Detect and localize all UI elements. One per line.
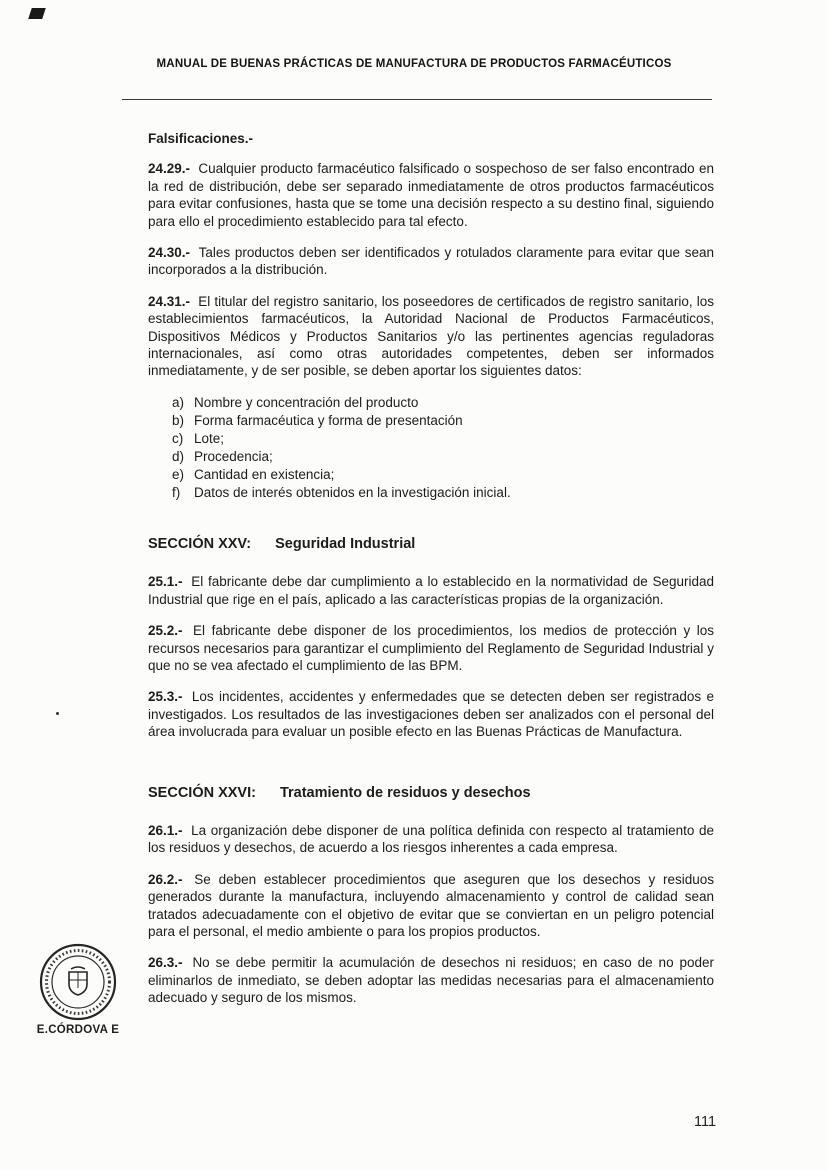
list-marker: a) xyxy=(172,394,185,410)
paragraph-26-2 xyxy=(148,871,714,941)
header-divider xyxy=(122,99,712,100)
list-item xyxy=(172,412,714,430)
scan-speck xyxy=(56,712,59,715)
paragraph-24-29 xyxy=(148,160,714,230)
paragraph-text: Se deben establecer procedimientos que aseguren que los desechos y residuos generados durante la manufactura, incluyendo almacenamiento y control de calidad sean tratados adecuadamente con el objetivo de evitar que se conviertan en un peligro potencial para el personal, el medio ambiente o para los propios productos. xyxy=(148,871,714,939)
list-item-text: Datos de interés obtenidos en la investigación inicial. xyxy=(194,484,511,500)
paragraph-25-3 xyxy=(148,688,714,740)
paragraph-number: 26.3.- xyxy=(148,955,183,971)
official-seal-icon xyxy=(38,942,118,1022)
section-title: Seguridad Industrial xyxy=(275,535,416,552)
list-item-text: Cantidad en existencia; xyxy=(194,466,335,482)
paragraph-26-1 xyxy=(148,822,714,857)
list-item xyxy=(172,484,714,502)
paragraph-number: 25.2.- xyxy=(148,623,183,639)
paragraph-text: Cualquier producto farmacéutico falsificado o sospechoso de ser falso encontrado en la red de distribución, debe ser separado inmediatamente de otros productos farmacéuticos para evitar confusiones, hasta que se tome una decisión respecto a su destino final, siguiendo para ello el procedimiento establecido para tal efecto. xyxy=(148,161,714,229)
paragraph-25-2 xyxy=(148,622,714,674)
list-item-text: Forma farmacéutica y forma de presentación xyxy=(194,412,463,428)
paragraph-number: 26.2.- xyxy=(148,871,183,887)
document-body xyxy=(148,130,714,1021)
scan-artifact xyxy=(28,8,46,19)
section-xxv-heading xyxy=(148,536,714,553)
document-header-title: MANUAL DE BUENAS PRÁCTICAS DE MANUFACTURA DE PRODUCTOS FARMACÉUTICOS xyxy=(156,58,672,70)
list-item xyxy=(172,466,714,484)
list-marker: d) xyxy=(172,448,185,464)
paragraph-number: 24.29.- xyxy=(148,161,191,177)
paragraph-25-1 xyxy=(148,573,714,608)
stamp-signer-name: E.CÓRDOVA E xyxy=(36,1024,120,1036)
paragraph-text: El titular del registro sanitario, los poseedores de certificados de registro sanitario, los establecimientos farmacéuticos, la Autoridad Nacional de Productos Farmacéuticos, Dispositivos Médicos y Productos Sanitarios y/o las pertinentes agencias reguladoras internacionales, así como otras autoridades competentes, deben ser informados inmediatamente, y de ser posible, se deben aportar los siguientes datos: xyxy=(148,293,714,379)
list-item xyxy=(172,448,714,466)
paragraph-text: Los incidentes, accidentes y enfermedades que se detecten deben ser registrados e investigados. Los resultados de las investigaciones deben ser analizados con el personal del área involucrada para evaluar un posible efecto en las Buenas Prácticas de Manufactura. xyxy=(148,689,714,740)
list-item xyxy=(172,394,714,412)
paragraph-text: No se debe permitir la acumulación de desechos ni residuos; en caso de no poder eliminarlos de inmediato, se deben adoptar las medidas necesarias para el almacenamiento adecuado y seguro de los mismos. xyxy=(148,955,714,1006)
list-item-text: Lote; xyxy=(194,430,225,446)
paragraph-number: 25.3.- xyxy=(148,689,183,705)
list-marker: b) xyxy=(172,412,185,428)
list-item-text: Nombre y concentración del producto xyxy=(194,394,419,410)
page-number: 111 xyxy=(694,1114,717,1130)
paragraph-26-3 xyxy=(148,954,714,1006)
paragraph-text: La organización debe disponer de una política definida con respecto al tratamiento de los residuos y desechos, de acuerdo a los riesgos inherentes a cada empresa. xyxy=(148,822,714,856)
list-marker: e) xyxy=(172,466,185,482)
paragraph-24-31 xyxy=(148,293,714,380)
paragraph-text: El fabricante debe dar cumplimiento a lo establecido en la normatividad de Seguridad Industrial que rige en el país, aplicado a las características propias de la organización. xyxy=(148,574,714,607)
paragraph-number: 24.30.- xyxy=(148,245,191,261)
paragraph-number: 25.1.- xyxy=(148,574,183,590)
official-stamp xyxy=(26,942,130,1036)
list-marker: c) xyxy=(172,430,184,446)
section-xxvi-heading xyxy=(148,785,714,802)
paragraph-number: 26.1.- xyxy=(148,822,183,838)
list-item-text: Procedencia; xyxy=(194,448,273,464)
paragraph-24-30 xyxy=(148,244,714,279)
section-label: SECCIÓN XXVI: xyxy=(148,784,256,801)
paragraph-text: Tales productos deben ser identificados y rotulados claramente para evitar que sean incorporados a la distribución. xyxy=(148,245,714,278)
list-marker: f) xyxy=(172,484,181,500)
falsificaciones-heading: Falsificaciones.- xyxy=(148,131,254,146)
section-title: Tratamiento de residuos y desechos xyxy=(279,784,531,801)
list-item xyxy=(172,430,714,448)
paragraph-text: El fabricante debe disponer de los procedimientos, los medios de protección y los recursos necesarios para garantizar el cumplimiento del Reglamento de Seguridad Industrial y que no se vea afectado el cumplimiento de las BPM. xyxy=(148,623,714,673)
section-label: SECCIÓN XXV: xyxy=(148,535,252,552)
data-items-list xyxy=(172,394,714,502)
paragraph-number: 24.31.- xyxy=(148,293,191,309)
